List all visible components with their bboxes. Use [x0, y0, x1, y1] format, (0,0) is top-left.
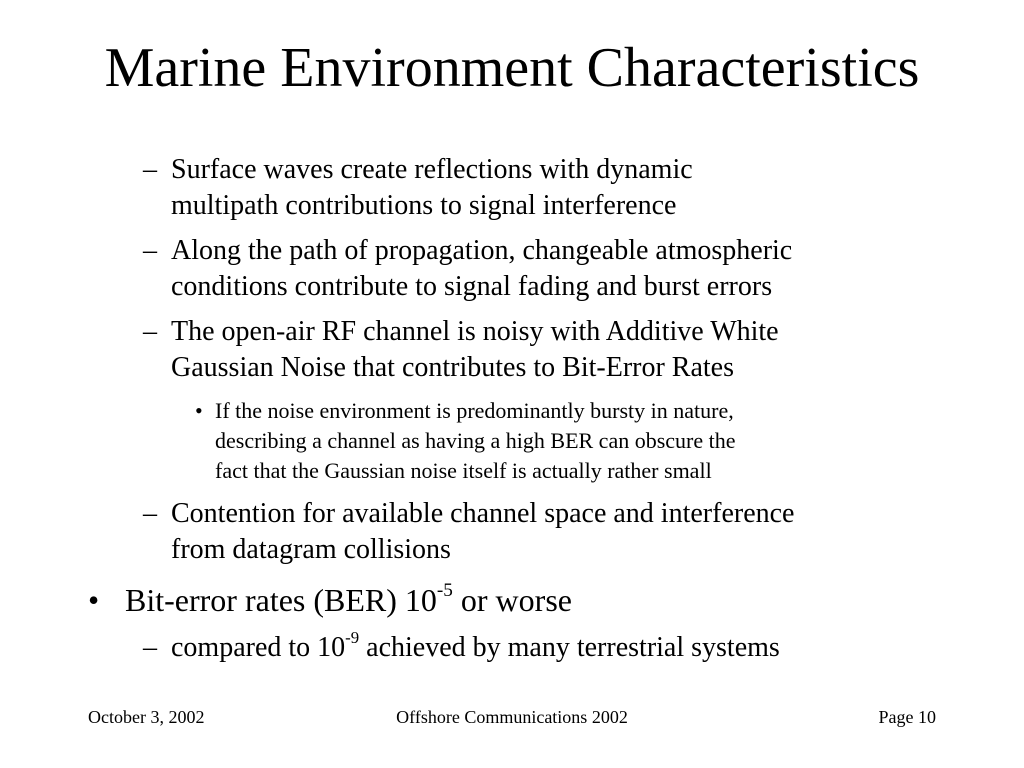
footer-date: October 3, 2002: [88, 707, 205, 727]
text-line: conditions contribute to signal fading and burst errors: [171, 271, 773, 302]
sub-bullet-1: [143, 152, 963, 224]
ber-text: [125, 580, 572, 620]
sub-bullet-text: [171, 314, 779, 386]
slide-title: Marine Environment Characteristics: [104, 37, 920, 99]
text-line: Contention for available channel space and interference: [171, 498, 795, 529]
sub-bullet-text: [171, 152, 693, 224]
text-line: If the noise environment is predominantly bursty in nature,: [215, 398, 734, 423]
text-line: fact that the Gaussian noise itself is actually rather small: [215, 458, 712, 483]
sub-bullet-4: [143, 496, 983, 568]
sub-bullet-text: [171, 496, 794, 568]
dash-marker: –: [143, 154, 157, 185]
dash-marker: –: [143, 235, 157, 266]
bullet-dot-marker: •: [195, 398, 203, 423]
dash-marker: –: [143, 632, 157, 663]
compare-prefix: compared to 10: [171, 632, 346, 663]
top-bullet-ber: [88, 580, 888, 620]
text-line: from datagram collisions: [171, 534, 451, 565]
sub-bullet-compare: [143, 630, 963, 666]
sub-bullet-text: [171, 233, 792, 305]
compare-exponent: -9: [345, 628, 360, 648]
footer-center: Offshore Communications 2002: [396, 707, 628, 727]
dash-marker: –: [143, 498, 157, 529]
footer-page-number: Page 10: [878, 707, 936, 727]
dash-marker: –: [143, 316, 157, 347]
text-line: Along the path of propagation, changeable atmospheric: [171, 235, 793, 266]
sub-bullet-2: [143, 233, 983, 305]
sub-sub-bullet: [195, 396, 975, 486]
sub-sub-bullet-text: [215, 396, 736, 486]
text-line: Gaussian Noise that contributes to Bit-Error Rates: [171, 352, 734, 383]
ber-prefix: Bit-error rates (BER) 10: [125, 582, 437, 618]
compare-text: [171, 630, 780, 666]
text-line: The open-air RF channel is noisy with Additive White: [171, 316, 779, 347]
text-line: describing a channel as having a high BER can obscure the: [215, 428, 736, 453]
text-line: Surface waves create reflections with dynamic: [171, 154, 693, 185]
compare-suffix: achieved by many terrestrial systems: [359, 632, 780, 663]
bullet-dot-marker: •: [88, 582, 100, 618]
sub-bullet-3: [143, 314, 963, 386]
text-line: multipath contributions to signal interference: [171, 190, 677, 221]
ber-exponent: -5: [436, 580, 453, 602]
ber-suffix: or worse: [452, 582, 572, 618]
